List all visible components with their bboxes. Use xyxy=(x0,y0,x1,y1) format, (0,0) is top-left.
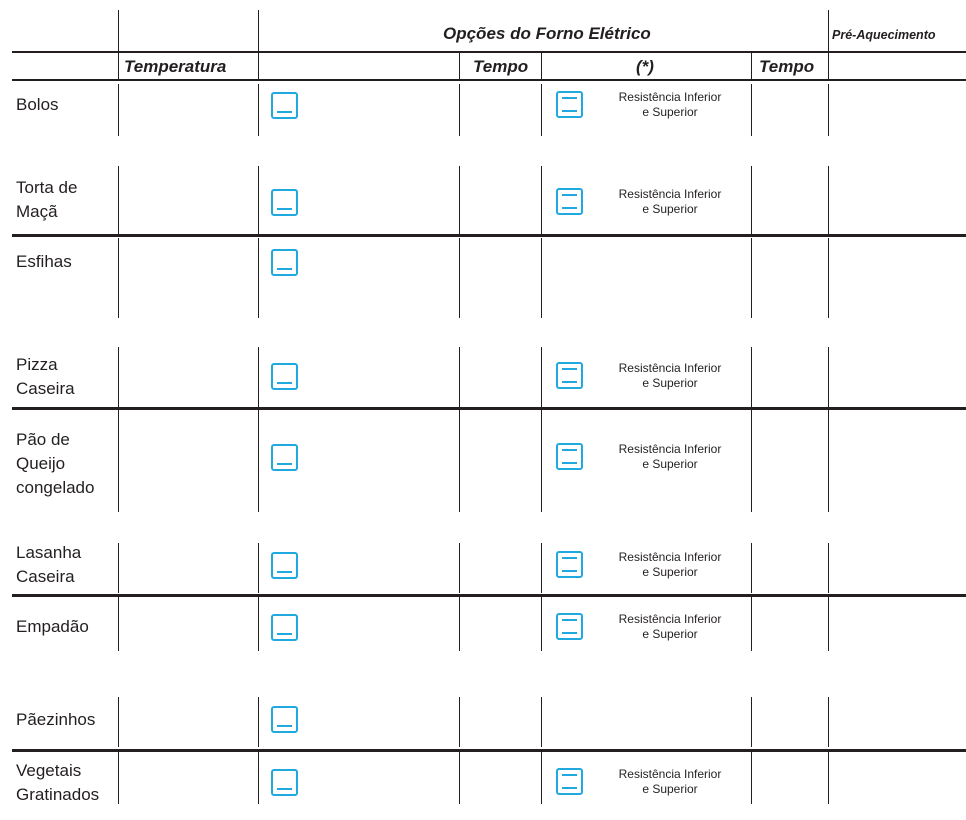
row-separator xyxy=(12,594,966,597)
column-divider xyxy=(828,543,829,593)
column-divider xyxy=(118,238,119,318)
column-divider xyxy=(541,347,542,407)
oven-bottom-heat-icon xyxy=(271,249,298,276)
column-divider xyxy=(459,166,460,234)
column-divider xyxy=(751,238,752,318)
food-name: Vegetais Gratinados xyxy=(16,761,100,804)
column-divider xyxy=(541,697,542,747)
oven-top-bottom-heat-icon xyxy=(556,362,583,389)
resistance-option-2: Resistência Inferior e Superior xyxy=(618,442,722,471)
column-divider xyxy=(541,84,542,136)
temperature-header: Temperatura xyxy=(124,57,227,76)
oven-bottom-heat-icon xyxy=(271,444,298,471)
column-divider xyxy=(258,410,259,512)
column-divider xyxy=(258,166,259,234)
column-divider xyxy=(828,347,829,407)
oven-bottom-heat-icon xyxy=(271,769,298,796)
time1-header: Tempo xyxy=(473,57,529,76)
oven-top-bottom-heat-icon xyxy=(556,551,583,578)
column-divider xyxy=(118,597,119,651)
resistance-option-2: Resistência Inferior e Superior xyxy=(618,612,722,641)
res1-header-box xyxy=(258,53,460,79)
column-divider xyxy=(828,166,829,234)
column-divider xyxy=(751,697,752,747)
column-divider xyxy=(118,410,119,512)
resistance-option-2: Resistência Inferior e Superior xyxy=(618,187,722,216)
column-divider xyxy=(459,697,460,747)
column-divider xyxy=(459,410,460,512)
column-divider xyxy=(459,543,460,593)
column-divider xyxy=(258,752,259,804)
oven-top-bottom-heat-icon xyxy=(556,443,583,470)
column-divider xyxy=(118,347,119,407)
header-divider xyxy=(828,10,829,80)
row-separator xyxy=(12,749,966,752)
food-name: Bolos xyxy=(16,95,59,114)
column-divider xyxy=(459,597,460,651)
preheat-header: Pré-Aquecimento xyxy=(832,28,936,42)
oven-bottom-heat-icon xyxy=(271,614,298,641)
column-divider xyxy=(751,752,752,804)
column-divider xyxy=(459,752,460,804)
food-name: Pão de Queijo congelado xyxy=(16,430,95,497)
oven-bottom-heat-icon xyxy=(271,189,298,216)
column-divider xyxy=(541,543,542,593)
time2-header: Tempo xyxy=(759,57,815,76)
food-name: Lasanha Caseira xyxy=(16,543,82,586)
column-divider xyxy=(459,84,460,136)
oven-top-bottom-heat-icon xyxy=(556,188,583,215)
header-rule xyxy=(12,79,966,81)
food-name: Esfihas xyxy=(16,252,72,271)
resistance-option-2: Resistência Inferior e Superior xyxy=(618,550,722,579)
column-divider xyxy=(258,347,259,407)
resistance-option-2: Resistência Inferior e Superior xyxy=(618,767,722,796)
column-divider xyxy=(541,166,542,234)
column-divider xyxy=(751,84,752,136)
row-separator xyxy=(12,234,966,237)
oven-bottom-heat-icon xyxy=(271,552,298,579)
column-divider xyxy=(828,238,829,318)
column-divider xyxy=(751,166,752,234)
column-divider xyxy=(828,410,829,512)
column-divider xyxy=(118,752,119,804)
header-divider xyxy=(751,53,752,79)
column-divider xyxy=(258,597,259,651)
column-divider xyxy=(118,697,119,747)
header-divider xyxy=(541,53,542,79)
column-divider xyxy=(828,752,829,804)
resistance-option-2: Resistência Inferior e Superior xyxy=(618,90,722,119)
oven-top-bottom-heat-icon xyxy=(556,613,583,640)
column-divider xyxy=(459,238,460,318)
oven-bottom-heat-icon xyxy=(271,363,298,390)
oven-bottom-heat-icon xyxy=(271,706,298,733)
option2-header: (*) xyxy=(636,57,654,76)
oven-options-title: Opções do Forno Elétrico xyxy=(443,24,651,43)
oven-top-bottom-heat-icon xyxy=(556,768,583,795)
column-divider xyxy=(118,84,119,136)
column-divider xyxy=(541,752,542,804)
column-divider xyxy=(541,410,542,512)
column-divider xyxy=(751,347,752,407)
column-divider xyxy=(541,597,542,651)
column-divider xyxy=(459,347,460,407)
column-divider xyxy=(828,84,829,136)
column-divider xyxy=(258,543,259,593)
column-divider xyxy=(828,597,829,651)
column-divider xyxy=(751,543,752,593)
food-name: Torta de Maçã xyxy=(16,178,78,221)
column-divider xyxy=(751,597,752,651)
column-divider xyxy=(541,238,542,318)
column-divider xyxy=(751,410,752,512)
column-divider xyxy=(258,697,259,747)
column-divider xyxy=(258,84,259,136)
row-separator xyxy=(12,407,966,410)
column-divider xyxy=(828,697,829,747)
food-name: Empadão xyxy=(16,617,89,636)
column-divider xyxy=(118,166,119,234)
oven-top-bottom-heat-icon xyxy=(556,91,583,118)
column-divider xyxy=(258,238,259,318)
column-divider xyxy=(118,543,119,593)
resistance-option-2: Resistência Inferior e Superior xyxy=(618,361,722,390)
oven-bottom-heat-icon xyxy=(271,92,298,119)
food-name: Pizza Caseira xyxy=(16,355,75,398)
food-name: Pãezinhos xyxy=(16,710,96,729)
